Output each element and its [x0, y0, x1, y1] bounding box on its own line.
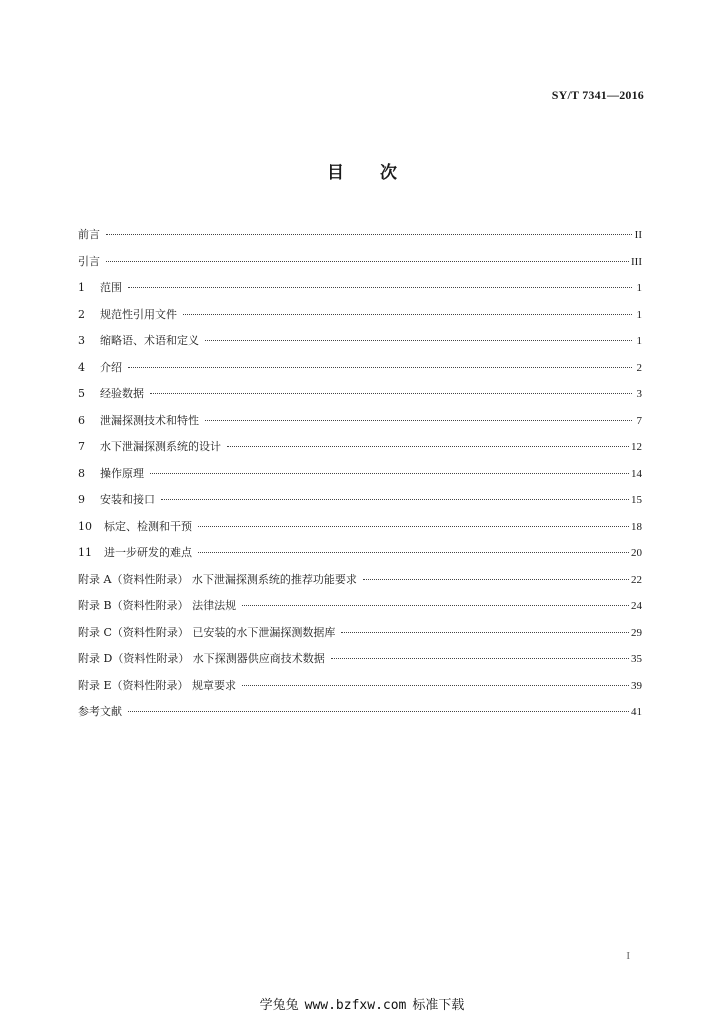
toc-entry[interactable] — [78, 385, 642, 412]
toc-leader-dots — [227, 446, 629, 447]
toc-entry-label: 参考文献 — [78, 705, 122, 718]
toc-entry-label: 介绍 — [100, 360, 122, 374]
toc-entry-number: 7 — [78, 440, 85, 453]
toc-entry[interactable] — [78, 332, 642, 359]
toc-leader-dots — [363, 579, 629, 580]
toc-entry-label: 标定、检测和干预 — [104, 519, 192, 533]
watermark — [0, 994, 724, 1013]
toc-entry-label: 范围 — [100, 281, 122, 294]
toc-leader-dots — [331, 658, 629, 659]
toc-entry-number: 8 — [78, 466, 85, 480]
toc-entry-label: 缩略语、术语和定义 — [100, 334, 199, 347]
toc-entry-label: 附录 A（资料性附录） 水下泄漏探测系统的推荐功能要求 — [78, 572, 357, 586]
toc-entry[interactable] — [78, 650, 642, 677]
toc-leader-dots — [183, 314, 632, 315]
toc-entry-number: 9 — [78, 493, 85, 506]
page-number: I — [626, 950, 630, 962]
toc-entry[interactable] — [78, 438, 642, 465]
toc-entry-page: 41 — [631, 706, 642, 718]
toc-entry[interactable] — [78, 597, 642, 624]
toc-entry-number: 5 — [78, 387, 85, 400]
toc-entry[interactable] — [78, 518, 642, 545]
toc-entry[interactable] — [78, 677, 642, 704]
toc-entry-page: 1 — [636, 308, 642, 321]
title-char-2: 次 — [380, 163, 397, 183]
toc-entry-page: 14 — [631, 467, 642, 480]
toc-entry-page: 39 — [631, 679, 642, 692]
page-title — [0, 158, 724, 183]
toc-entry-label: 操作原理 — [100, 466, 144, 480]
toc-leader-dots — [106, 261, 629, 262]
toc-entry-number: 10 — [78, 519, 92, 533]
table-of-contents — [78, 226, 642, 730]
toc-entry-page: 1 — [636, 335, 642, 347]
toc-leader-dots — [128, 287, 632, 288]
standard-number: SY/T 7341—2016 — [551, 88, 644, 102]
toc-entry-page: 1 — [636, 282, 642, 294]
toc-leader-dots — [242, 605, 629, 606]
toc-leader-dots — [341, 632, 629, 633]
toc-entry[interactable] — [78, 359, 642, 386]
toc-entry-label: 水下泄漏探测系统的设计 — [100, 440, 221, 453]
toc-entry[interactable] — [78, 279, 642, 306]
toc-entry[interactable] — [78, 624, 642, 651]
toc-entry[interactable] — [78, 226, 642, 253]
toc-entry[interactable] — [78, 544, 642, 571]
toc-leader-dots — [128, 711, 629, 712]
toc-entry-page: 12 — [631, 441, 642, 453]
toc-entry-number: 3 — [78, 334, 85, 347]
toc-leader-dots — [205, 420, 632, 421]
toc-entry[interactable] — [78, 253, 642, 280]
toc-entry[interactable] — [78, 412, 642, 439]
toc-entry-label: 前言 — [78, 228, 100, 241]
toc-entry-page: III — [631, 255, 642, 268]
toc-entry-label: 经验数据 — [100, 387, 144, 400]
toc-leader-dots — [198, 526, 629, 527]
toc-entry[interactable] — [78, 491, 642, 518]
toc-leader-dots — [150, 473, 629, 474]
toc-entry-label: 附录 E（资料性附录） 规章要求 — [78, 678, 237, 692]
title-char-1: 目 — [327, 163, 344, 183]
toc-entry-page: 24 — [631, 600, 642, 612]
toc-leader-dots — [128, 367, 632, 368]
watermark-label: 标准下载 — [412, 998, 465, 1013]
toc-entry-number: 4 — [78, 360, 85, 374]
toc-entry-number: 1 — [78, 281, 85, 294]
toc-entry-page: 15 — [631, 494, 642, 506]
toc-entry-page: 22 — [631, 573, 642, 586]
toc-entry[interactable] — [78, 703, 642, 730]
toc-leader-dots — [198, 552, 629, 553]
toc-entry-label: 附录 C（资料性附录） 已安装的水下泄漏探测数据库 — [78, 625, 336, 639]
toc-entry-page: 29 — [631, 626, 642, 639]
toc-entry-label: 附录 B（资料性附录） 法律法规 — [78, 599, 237, 612]
toc-entry-number: 11 — [78, 546, 92, 559]
toc-leader-dots — [161, 499, 629, 500]
toc-entry-page: 35 — [631, 653, 642, 665]
toc-leader-dots — [205, 340, 632, 341]
toc-leader-dots — [242, 685, 629, 686]
toc-entry-label: 附录 D（资料性附录） 水下探测器供应商技术数据 — [78, 652, 325, 665]
toc-entry-label: 规范性引用文件 — [100, 307, 177, 321]
toc-entry[interactable] — [78, 571, 642, 598]
toc-entry-page: 18 — [631, 520, 642, 533]
toc-entry-page: 2 — [636, 361, 642, 374]
watermark-brand: 学兔兔 — [259, 998, 299, 1013]
toc-entry-label: 进一步研发的难点 — [104, 546, 192, 559]
toc-entry-label: 安装和接口 — [100, 493, 155, 506]
toc-leader-dots — [150, 393, 632, 394]
toc-leader-dots — [106, 234, 632, 235]
toc-entry-label: 泄漏探测技术和特性 — [100, 413, 199, 427]
toc-entry-number: 2 — [78, 307, 85, 321]
toc-entry-label: 引言 — [78, 254, 100, 268]
toc-entry-page: 3 — [636, 388, 642, 400]
toc-entry-number: 6 — [78, 413, 85, 427]
toc-entry-page: II — [634, 229, 642, 241]
toc-entry-page: 20 — [631, 547, 642, 559]
watermark-site: www.bzfxw.com — [304, 998, 407, 1013]
toc-entry[interactable] — [78, 465, 642, 492]
toc-entry[interactable] — [78, 306, 642, 333]
toc-entry-page: 7 — [636, 414, 642, 427]
